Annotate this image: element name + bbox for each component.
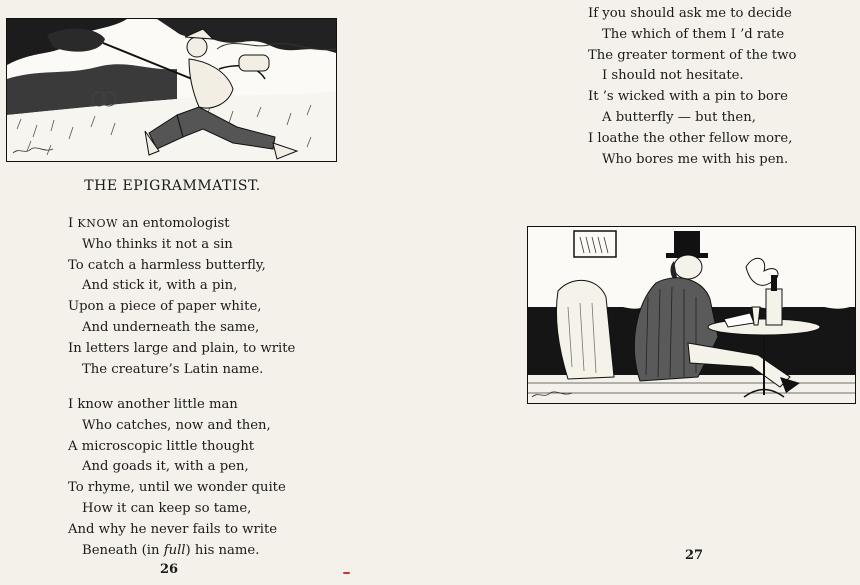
poem-line: The creature’s Latin name.: [82, 361, 264, 377]
poem-line: Upon a piece of paper white,: [68, 299, 262, 315]
italic-word: full: [163, 542, 186, 558]
poem-line: Who bores me with his pen.: [602, 151, 789, 167]
poem-line: In letters large and plain, to write: [68, 340, 296, 356]
poem-line: The which of them I ’d rate: [602, 26, 785, 42]
line-rest: an entomologist: [117, 216, 230, 231]
line-before: Beneath (in: [82, 542, 164, 558]
smallcaps-word: KNOW: [77, 217, 118, 230]
poem-title: THE EPIGRAMMATIST.: [84, 178, 261, 194]
left-page: [0, 0, 345, 585]
poem-line: [68, 541, 286, 562]
poem-line: [68, 214, 295, 235]
poem-line: The greater torment of the two: [588, 47, 797, 63]
poem-line: And stick it, with a pin,: [82, 278, 238, 294]
poem-line: It ’s wicked with a pin to bore: [588, 89, 788, 105]
poem-line: And underneath the same,: [82, 319, 260, 335]
poem-line: I know another little man: [68, 397, 238, 412]
poem-line: A microscopic little thought: [68, 438, 255, 454]
page-number-right: 27: [685, 548, 704, 563]
poem-line: How it can keep so tame,: [82, 500, 252, 516]
line-after: ) his name.: [185, 542, 260, 558]
poem-line: I should not hesitate.: [602, 68, 744, 84]
poem-line: And goads it, with a pen,: [82, 459, 249, 475]
poem-line: To rhyme, until we wonder quite: [68, 480, 286, 496]
poem-line: To catch a harmless butterfly,: [68, 257, 266, 273]
page-number-left: 26: [160, 562, 179, 577]
poem-line: Who catches, now and then,: [82, 417, 271, 433]
butterfly-chase-illustration: [6, 18, 337, 162]
poem-line: A butterfly — but then,: [602, 109, 756, 125]
right-page: [345, 0, 860, 585]
poem-line: I loathe the other fellow more,: [588, 130, 793, 146]
poem-line: Who thinks it not a sin: [82, 236, 233, 252]
cafe-writer-illustration: [527, 226, 856, 404]
poem-line: And why he never fails to write: [68, 521, 278, 537]
dropcap: I: [68, 216, 78, 231]
stanza-2: [68, 395, 286, 561]
red-mark: [343, 572, 350, 574]
stanza-3: [588, 4, 796, 170]
poem-line: If you should ask me to decide: [588, 6, 792, 21]
stanza-1: [68, 214, 295, 380]
